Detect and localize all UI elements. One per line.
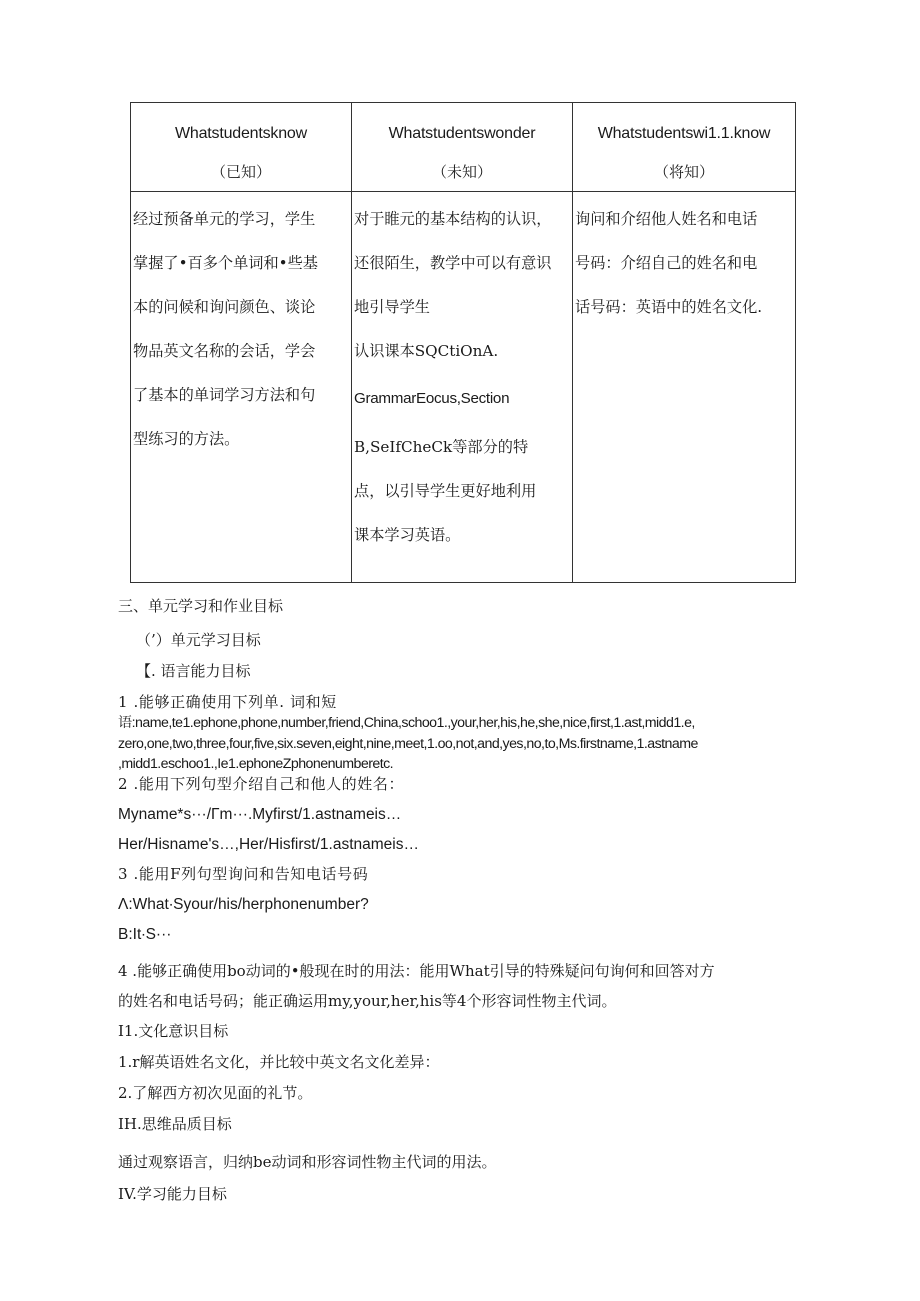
table-header-row <box>131 103 796 192</box>
header-known-zh: （已知） <box>210 163 271 181</box>
sub1-title: （’）单元学习目标 <box>136 631 261 649</box>
willknow-line: 询问和介绍他人姓名和电话 <box>575 210 758 228</box>
cell-known <box>131 192 352 583</box>
header-willknow-zh: （将知） <box>653 163 714 181</box>
kwl-table <box>130 102 796 583</box>
wonder-line: 课本学习英语。 <box>354 526 461 544</box>
wonder-line: GrammarEocus,Section <box>354 390 510 407</box>
table-body-row <box>131 192 796 583</box>
cell-willknow <box>573 192 796 583</box>
item1-line3: zero,one,two,three,four,five,six.seven,eight,nine,meet,1.oo,not,and,yes,no,to,Ms.firstname,1.astname <box>118 736 698 752</box>
willknow-line: 号码：介绍自己的姓名和电 <box>575 254 758 272</box>
learning-title: IV.学习能力目标 <box>118 1185 227 1203</box>
header-wonder <box>352 103 573 192</box>
item1-line4: ,midd1.eschoo1.,Ie1.ephoneZphonenumberetc. <box>118 756 394 772</box>
willknow-line: 话号码：英语中的姓名文化. <box>575 298 763 316</box>
pattern1: Myname*s···/Γm···.Myfirst/1.astnameis… <box>118 806 402 823</box>
culture-title: I1.文化意识目标 <box>118 1022 229 1040</box>
header-willknow-en: Whatstudentswi1.1.know <box>597 125 771 142</box>
known-line: 了基本的单词学习方法和句 <box>133 386 316 404</box>
header-wonder-zh: （未知） <box>431 163 492 181</box>
pattern2: Her/Hisname's…,Her/Hisfirst/1.astnameis… <box>118 836 419 853</box>
thinking-title: IH.思维品质目标 <box>118 1115 232 1133</box>
header-wonder-en: Whatstudentswonder <box>388 125 536 142</box>
item4-line1: 4 .能够正确使用bo动词的•般现在时的用法：能用What引导的特殊疑问句询何和回答对方 <box>118 962 715 980</box>
wonder-line: 地引导学生 <box>354 298 430 316</box>
wonder-line: 对于睢元的基本结构的认识， <box>354 210 552 228</box>
wonder-line: 还很陌生，教学中可以有意识 <box>354 254 552 272</box>
thinking-text: 通过观察语言，归纳be动词和形容词性物主代词的用法。 <box>118 1153 497 1171</box>
item4-line2: 的姓名和电话号码；能正确运用my,your,her,his等4个形容词性物主代词。 <box>118 992 617 1010</box>
known-line: 本的问候和询问颜色、谈论 <box>133 298 316 316</box>
header-willknow <box>573 103 796 192</box>
culture-item1: 1.r解英语姓名文化，并比较中英文名文化差异： <box>118 1053 440 1071</box>
header-known-en: Whatstudentsknow <box>175 125 307 142</box>
item3: 3 .能用F列句型询问和告知电话号码 <box>118 865 369 883</box>
known-line: 型练习的方法。 <box>133 430 240 448</box>
item1-line1: 1 .能够正确使用下列单. 词和短 <box>118 693 337 711</box>
wonder-line: 认识课本SQCtiOnA. <box>354 342 499 360</box>
culture-item2: 2.了解西方初次见面的礼节。 <box>118 1084 313 1102</box>
lang-title: 【. 语言能力目标 <box>136 662 251 680</box>
known-line: 物品英文名称的会话，学会 <box>133 342 316 360</box>
header-known <box>131 103 352 192</box>
cell-wonder <box>352 192 573 583</box>
item1-line2: 语:name,te1.ephone,phone,number,friend,China,schoo1.,your,her,his,he,she,nice,first,1.ast,midd1.e, <box>118 715 695 731</box>
dialog-a: Λ:What∙Syour/his/herphonenumber? <box>118 896 369 913</box>
wonder-line: B,SeIfCheCk等部分的特 <box>354 438 529 456</box>
known-line: 掌握了•百多个单词和•些基 <box>133 254 318 272</box>
known-line: 经过预备单元的学习，学生 <box>133 210 316 228</box>
wonder-line: 点，以引导学生更好地利用 <box>354 482 537 500</box>
dialog-b: B:It∙S··· <box>118 926 172 943</box>
section3-title: 三、单元学习和作业目标 <box>118 597 284 615</box>
item2: 2 .能用下列句型介绍自己和他人的姓名： <box>118 775 405 793</box>
